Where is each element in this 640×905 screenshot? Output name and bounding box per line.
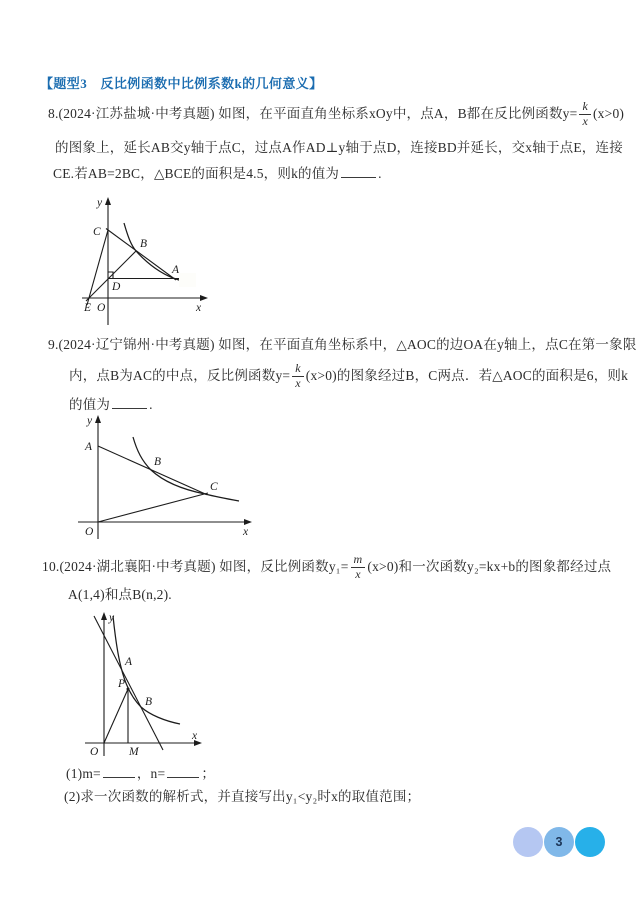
x-axis-label: x bbox=[196, 302, 202, 314]
page-dot-left bbox=[513, 827, 543, 857]
point-A-label: A bbox=[125, 656, 133, 668]
point-B-label: B bbox=[145, 696, 153, 708]
figure-problem-9 bbox=[70, 413, 260, 548]
point-A-label: A bbox=[85, 441, 93, 453]
point-M-label: M bbox=[129, 746, 139, 758]
subquestion-1-mid: ，n= bbox=[136, 766, 166, 781]
problem-8-line-3-text: CE.若AB=2BC，△BCE的面积是4.5，则k的值为 bbox=[53, 166, 340, 181]
problem-10-text-pre: 10.(2024·湖北襄阳·中考真题) 如图，反比例函数y₁= bbox=[42, 558, 349, 574]
problem-9-text-post: (x>0)的图象经过B，C两点．若△AOC的面积是6，则k bbox=[305, 367, 629, 383]
problem-8-text-post: (x>0) bbox=[592, 105, 625, 121]
y-axis-label: y bbox=[87, 415, 93, 427]
y-axis-arrow bbox=[101, 612, 107, 620]
problem-9-line-1: 9.(2024·辽宁锦州·中考真题) 如图，在平面直角坐标系中，△AOC的边OA在y轴上，点C在第一象限 bbox=[48, 337, 637, 352]
figure-9-diagram bbox=[70, 413, 260, 543]
problem-8-text-pre: 8.(2024·江苏盐城·中考真题) 如图，在平面直角坐标系xOy中，点A，B都在反比例函数y= bbox=[48, 105, 578, 121]
y-axis-label: y bbox=[109, 612, 115, 624]
point-B-label: B bbox=[154, 456, 162, 468]
problem-8-line-3 bbox=[53, 164, 382, 183]
problem-8-line-2: 的图象上，延长AB交y轴于点C，过点A作AD⊥y轴于点D，连接BD并延长，交x轴于点E，连接 bbox=[55, 140, 623, 155]
fraction-numerator: k bbox=[579, 100, 591, 114]
segment-OP bbox=[104, 689, 128, 743]
x-axis-arrow bbox=[200, 295, 208, 301]
figure-10-diagram bbox=[80, 610, 210, 760]
problem-8-line-1 bbox=[48, 99, 624, 129]
point-C-label: C bbox=[93, 226, 101, 238]
answer-blank-n bbox=[167, 764, 199, 778]
subquestion-1-post: ； bbox=[201, 766, 216, 781]
x-axis-label: x bbox=[192, 730, 198, 742]
page-number-badge: 3 bbox=[544, 827, 574, 857]
problem-9-line-3 bbox=[69, 395, 153, 414]
subquestion-1-pre: (1)m= bbox=[66, 766, 101, 781]
answer-blank bbox=[341, 164, 376, 178]
origin-label: O bbox=[90, 746, 99, 758]
segment-OC bbox=[98, 493, 208, 522]
fraction-k-over-x bbox=[579, 100, 591, 127]
fraction-numerator: k bbox=[292, 362, 304, 376]
answer-blank-m bbox=[103, 764, 135, 778]
problem-10-line-1 bbox=[42, 552, 611, 582]
segment-EC bbox=[87, 230, 108, 305]
figure-problem-8 bbox=[60, 193, 210, 333]
answer-blank bbox=[112, 395, 147, 409]
problem-9-line-3-text: 的值为 bbox=[69, 397, 111, 412]
point-A-label: A bbox=[172, 264, 180, 276]
subquestion-1 bbox=[66, 764, 215, 783]
problem-10-text-post: (x>0)和一次函数y₂=kx+b的图象都经过点 bbox=[367, 558, 612, 574]
problem-9-line-3-period: . bbox=[149, 397, 153, 412]
problem-10-line-2: A(1,4)和点B(n,2). bbox=[68, 587, 172, 602]
point-B-label: B bbox=[140, 238, 148, 250]
point-D-label: D bbox=[112, 281, 121, 293]
point-C-label: C bbox=[210, 481, 218, 493]
segment-CBA bbox=[106, 229, 176, 281]
problem-9-text-pre: 内，点B为AC的中点，反比例函数y= bbox=[69, 367, 291, 383]
point-E-label: E bbox=[84, 302, 92, 314]
fraction-denominator: x bbox=[295, 375, 301, 390]
fraction-k-over-x bbox=[292, 362, 304, 389]
fraction-denominator: x bbox=[582, 113, 588, 128]
x-axis-label: x bbox=[243, 526, 249, 538]
segment-EDB bbox=[86, 251, 136, 301]
fraction-m-over-x bbox=[351, 553, 366, 580]
x-axis-arrow bbox=[244, 519, 252, 525]
fraction-numerator: m bbox=[351, 553, 366, 567]
point-P-label: P bbox=[118, 678, 126, 690]
origin-label: O bbox=[85, 526, 94, 538]
fraction-denominator: x bbox=[355, 566, 361, 581]
section-heading: 【题型3 反比例函数中比例系数k的几何意义】 bbox=[40, 76, 323, 91]
y-axis-arrow bbox=[95, 415, 101, 423]
problem-8-line-3-period: . bbox=[378, 166, 382, 181]
page-dot-right bbox=[575, 827, 605, 857]
point-P-dot bbox=[127, 688, 130, 691]
figure-8-diagram bbox=[60, 193, 210, 328]
y-axis-label: y bbox=[97, 197, 103, 209]
origin-label: O bbox=[97, 302, 106, 314]
subquestion-2: (2)求一次函数的解析式，并直接写出y₁<y₂时x的取值范围； bbox=[64, 789, 421, 804]
figure-problem-10 bbox=[80, 610, 210, 765]
segment-ABC bbox=[98, 446, 207, 495]
answer-box-artifact bbox=[179, 273, 196, 287]
problem-9-line-2 bbox=[69, 361, 628, 391]
y-axis-arrow bbox=[105, 197, 111, 205]
